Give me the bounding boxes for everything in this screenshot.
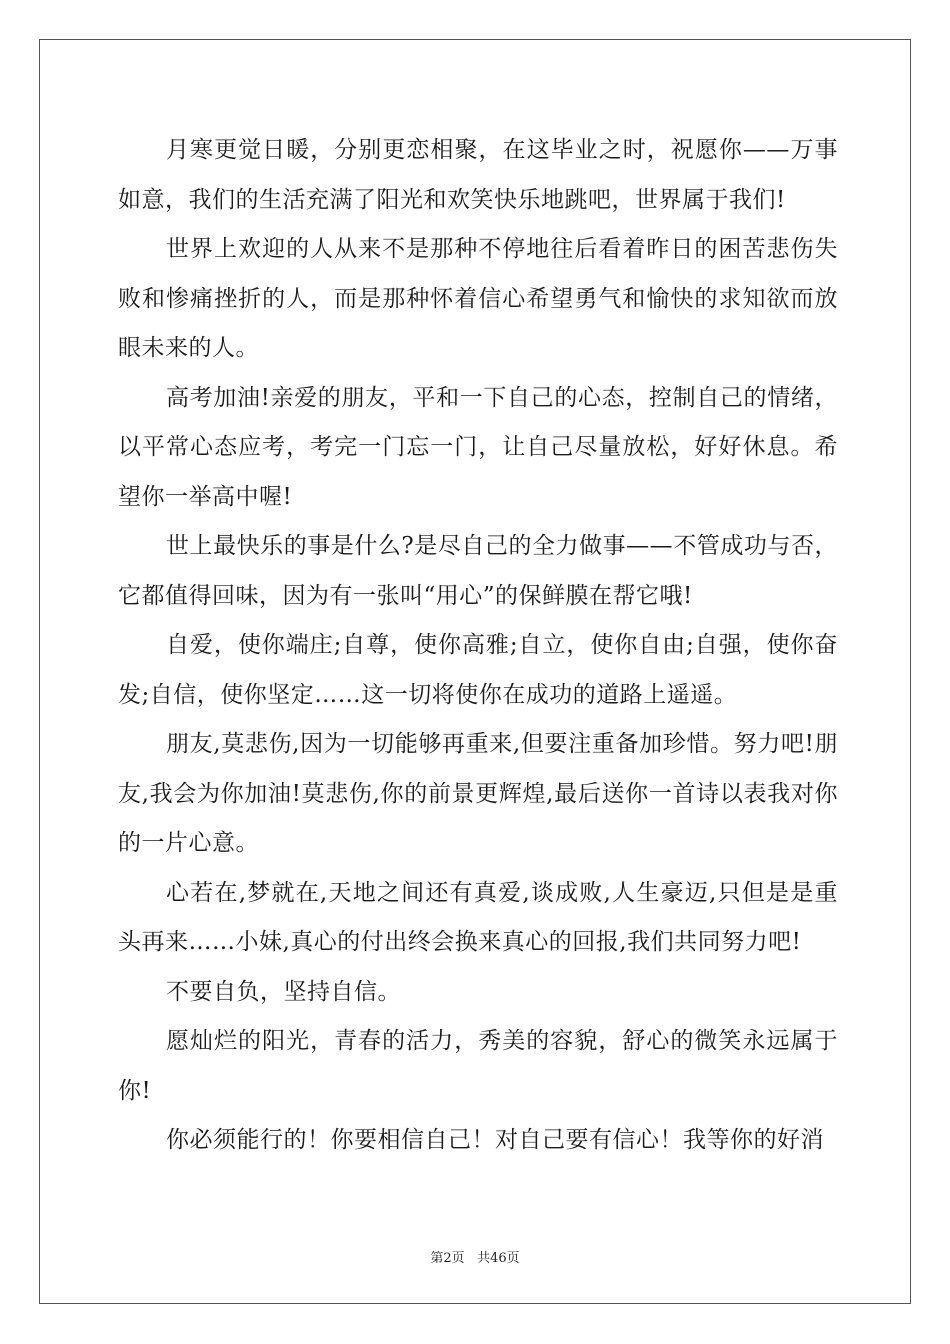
page-number: 第2页 xyxy=(430,1251,465,1266)
paragraph: 高考加油!亲爱的朋友，平和一下自己的心态，控制自己的情绪，以平常心态应考，考完一门忘一门，让自己尽量放松，好好休息。希望你一举高中喔! xyxy=(118,384,838,510)
document-body xyxy=(118,126,838,1166)
paragraph: 心若在,梦就在,天地之间还有真爱,谈成败,人生豪迈,只但是是重头再来……小妹,真心的付出终会换来真心的回报,我们共同努力吧! xyxy=(118,879,838,955)
paragraph: 世上最快乐的事是什么?是尽自己的全力做事——不管成功与否，它都值得回味，因为有一张叫“用心”的保鲜膜在帮它哦! xyxy=(118,533,838,609)
paragraph: 自爱，使你端庄;自尊，使你高雅;自立，使你自由;自强，使你奋发;自信，使你坚定……这一切将使你在成功的道路上遥遥。 xyxy=(118,632,838,708)
paragraph: 月寒更觉日暖，分别更恋相聚，在这毕业之时，祝愿你——万事如意，我们的生活充满了阳光和欢笑快乐地跳吧，世界属于我们! xyxy=(118,137,838,213)
page-total: 共46页 xyxy=(477,1251,520,1266)
paragraph: 愿灿烂的阳光，青春的活力，秀美的容貌，舒心的微笑永远属于你! xyxy=(118,1028,838,1104)
paragraph: 你必须能行的！你要相信自己！对自己要有信心！我等你的好消 xyxy=(166,1127,824,1153)
paragraph: 不要自负，坚持自信。 xyxy=(166,978,401,1005)
page-footer xyxy=(0,1247,950,1266)
paragraph: 世界上欢迎的人从来不是那种不停地往后看着昨日的困苦悲伤失败和惨痛挫折的人，而是那种怀着信心希望勇气和愉快的求知欲而放眼未来的人。 xyxy=(118,236,838,361)
paragraph: 朋友,莫悲伤,因为一切能够再重来,但要注重备加珍惜。努力吧!朋友,我会为你加油!莫悲伤,你的前景更辉煌,最后送你一首诗以表我对你的一片心意。 xyxy=(118,731,838,856)
